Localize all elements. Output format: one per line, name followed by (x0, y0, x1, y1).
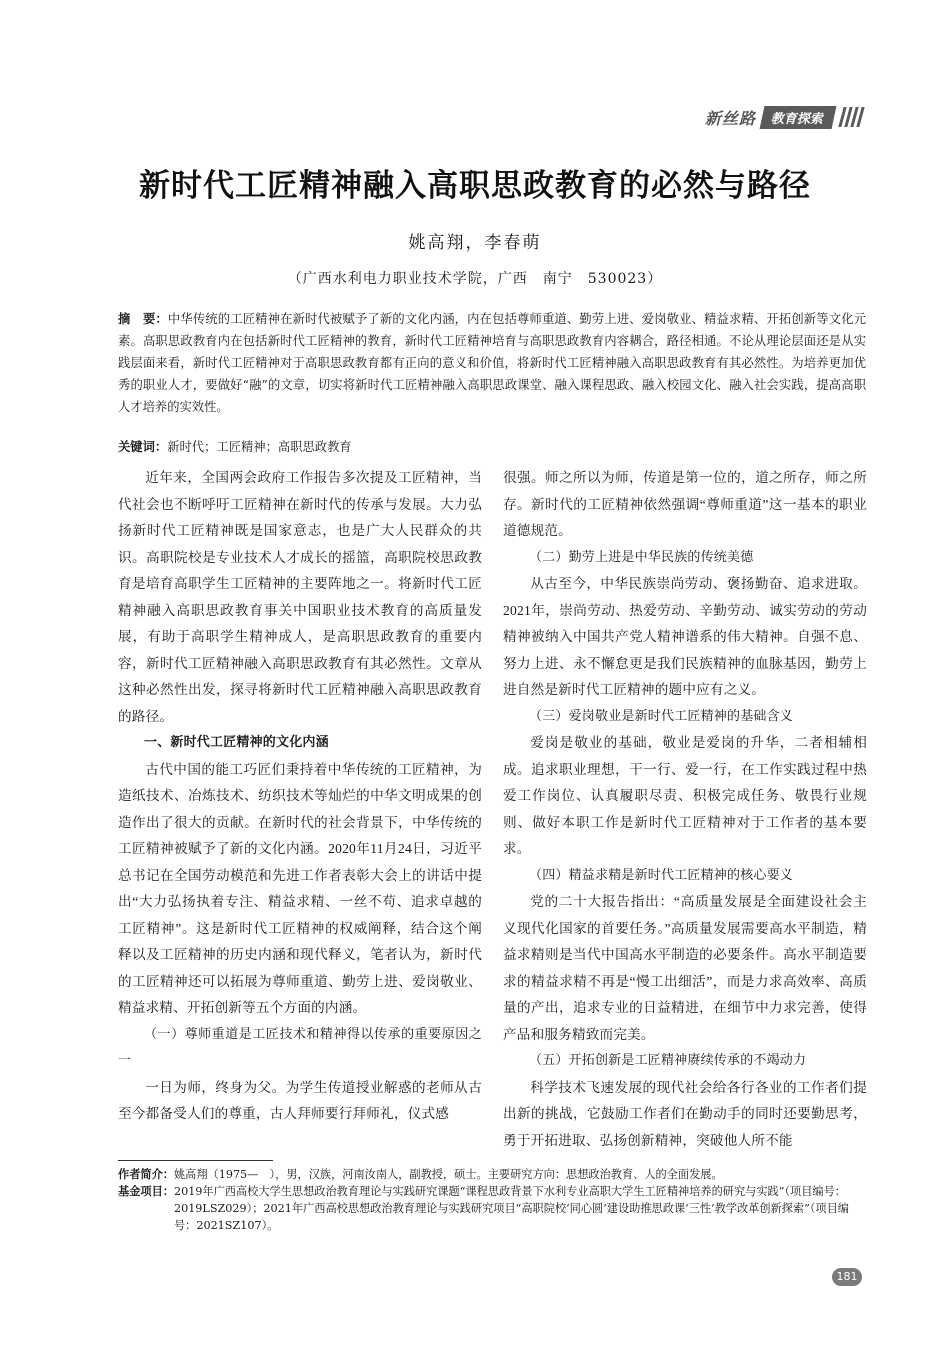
paragraph: 古代中国的能工巧匠们秉持着中华传统的工匠精神，为造纸技术、冶炼技术、纺织技术等灿烂的中华文明成果的创造作出了很大的贡献。在新时代的社会背景下，中华传统的工匠精神被赋予了新的文化内涵。2020年11月24日，习近平总书记在全国劳动模范和先进工作者表彰大会上的讲话中提出“大力弘扬执着专注、精益求精、一丝不苟、追求卓越的工匠精神”。这是新时代工匠精神的权威阐释，结合这个阐释以及工匠精神的历史内涵和现代释义，笔者认为，新时代的工匠精神还可以拓展为尊师重道、勤劳上进、爱岗敬业、精益求精、开拓创新等五个方面的内涵。 (118, 761, 482, 1015)
paragraph: 从古至今，中华民族崇尚劳动、褒扬勤奋、追求进取。2021年，崇尚劳动、热爱劳动、辛勤劳动、诚实劳动的劳动精神被纳入中国共产党人精神谱系的伟大精神。自强不息、努力上进、永不懈怠更是我们民族精神的血脉基因，勤劳上进自然是新时代工匠精神的题中应有之义。 (503, 576, 867, 697)
footnote-fund-text: 2019年广西高校大学生思想政治教育理论与实践研究课题“课程思政背景下水利专业高职大学生工匠精神培养的研究与实践”（项目编号：2019LSZ029）；2021年广西高校思想政治教育理论与实践研究项目“高职院校‘同心圆’建设助推思政课‘三性’教学改革创新探索”（项目编号：2021SZ107）。 (173, 1185, 849, 1232)
keywords (118, 437, 866, 457)
decorative-stripes-icon (838, 107, 862, 127)
article-title: 新时代工匠精神融入高职思政教育的必然与路径 (139, 168, 811, 204)
journal-section-badge (705, 106, 862, 128)
body-column-left (118, 465, 482, 1128)
paragraph: 一日为师，终身为父。为学生传道授业解惑的老师从古至今都备受人们的尊重，古人拜师要行拜师礼，仪式感 (118, 1079, 482, 1121)
paragraph: 党的二十大报告指出：“高质量发展是全面建设社会主义现代化国家的首要任务。”高质量发展需要高水平制造，精益求精则是当代中国高水平制造的必要条件。高水平制造要求的精益求精不再是“慢工出细活”，而是力求高效率、高质量的产出，追求专业的日益精进，在细节中力求完善，使得产品和服务精致而完美。 (503, 894, 867, 1042)
footnote-author-text: 姚高翔（1975— ），男，汉族，河南汝南人，副教授，硕士。主要研究方向：思想政治教育、人的全面发展。 (173, 1168, 723, 1181)
journal-brand: 新丝路 (704, 108, 756, 128)
paragraph: 科学技术飞速发展的现代社会给各行各业的工作者们提出新的挑战，它鼓励工作者们在勤动手的同时还要勤思考，勇于开拓进取、弘扬创新精神，突破他人所不能 (503, 1079, 867, 1148)
footnotes (118, 1166, 866, 1234)
footnote-divider (118, 1160, 273, 1161)
subsection-heading: （四）精益求精是新时代工匠精神的核心要义 (529, 867, 794, 883)
footnote-fund (118, 1183, 866, 1234)
footnote-author-label: 作者简介： (118, 1168, 174, 1181)
footnote-author (118, 1166, 866, 1183)
subsection-heading: （一）尊师重道是工匠技术和精神得以传承的重要原因之一 (118, 1026, 482, 1068)
body-column-right (503, 465, 867, 1154)
section-heading: 一、新时代工匠精神的文化内涵 (144, 735, 329, 750)
abstract (118, 308, 866, 418)
abstract-label: 摘 要： (118, 312, 168, 326)
paragraph: 很强。师之所以为师，传道是第一位的，道之所存，师之所存。新时代的工匠精神依然强调“尊师重道”这一基本的职业道德规范。 (503, 470, 867, 538)
author-affiliation: （广西水利电力职业技术学院，广西 南宁 530023） (287, 271, 663, 287)
section-tag: 教育探索 (760, 106, 837, 129)
abstract-text: 中华传统的工匠精神在新时代被赋予了新的文化内涵，内在包括尊师重道、勤劳上进、爱岗敬业、精益求精、开拓创新等文化元素。高职思政教育内在包括新时代工匠精神的教育，新时代工匠精神培育与高职思政教育内容耦合，路径相通。不论从理论层面还是从实践层面来看，新时代工匠精神对于高职思政教育都有正向的意义和价值，将新时代工匠精神融入高职思政教育有其必然性。为培养更加优秀的职业人才，要做好“融”的文章，切实将新时代工匠精神融入高职思政课堂、融入课程思政、融入校园文化、融入社会实践，提高高职人才培养的实效性。 (118, 312, 866, 414)
keywords-text: 新时代；工匠精神；高职思政教育 (167, 440, 352, 454)
subsection-heading: （二）勤劳上进是中华民族的传统美德 (529, 549, 754, 565)
subsection-heading: （五）开拓创新是工匠精神赓续传承的不竭动力 (529, 1053, 807, 1068)
keywords-label: 关键词： (118, 440, 168, 454)
paragraph: 爱岗是敬业的基础，敬业是爱岗的升华，二者相辅相成。追求职业理想，干一行、爱一行，在工作实践过程中热爱工作岗位、认真履职尽责、积极完成任务、敬畏行业规则、做好本职工作是新时代工匠精神对于工作者的基本要求。 (503, 735, 867, 856)
article-authors: 姚高翔，李春萌 (408, 233, 542, 253)
paragraph: 近年来，全国两会政府工作报告多次提及工匠精神，当代社会也不断呼吁工匠精神在新时代的传承与发展。大力弘扬新时代工匠精神既是国家意志，也是广大人民群众的共识。高职院校是专业技术人才成长的摇篮，高职院校思政教育是培育高职学生工匠精神的主要阵地之一。将新时代工匠精神融入高职思政教育事关中国职业技术教育的高质量发展，有助于高职学生精神成人，是高职思政教育的重要内容，新时代工匠精神融入高职思政教育有其必然性。文章从这种必然性出发，探寻将新时代工匠精神融入高职思政教育的路径。 (118, 470, 482, 724)
page-number: 181 (832, 1268, 862, 1286)
footnote-fund-label: 基金项目： (118, 1185, 174, 1198)
subsection-heading: （三）爱岗敬业是新时代工匠精神的基础含义 (529, 708, 794, 724)
